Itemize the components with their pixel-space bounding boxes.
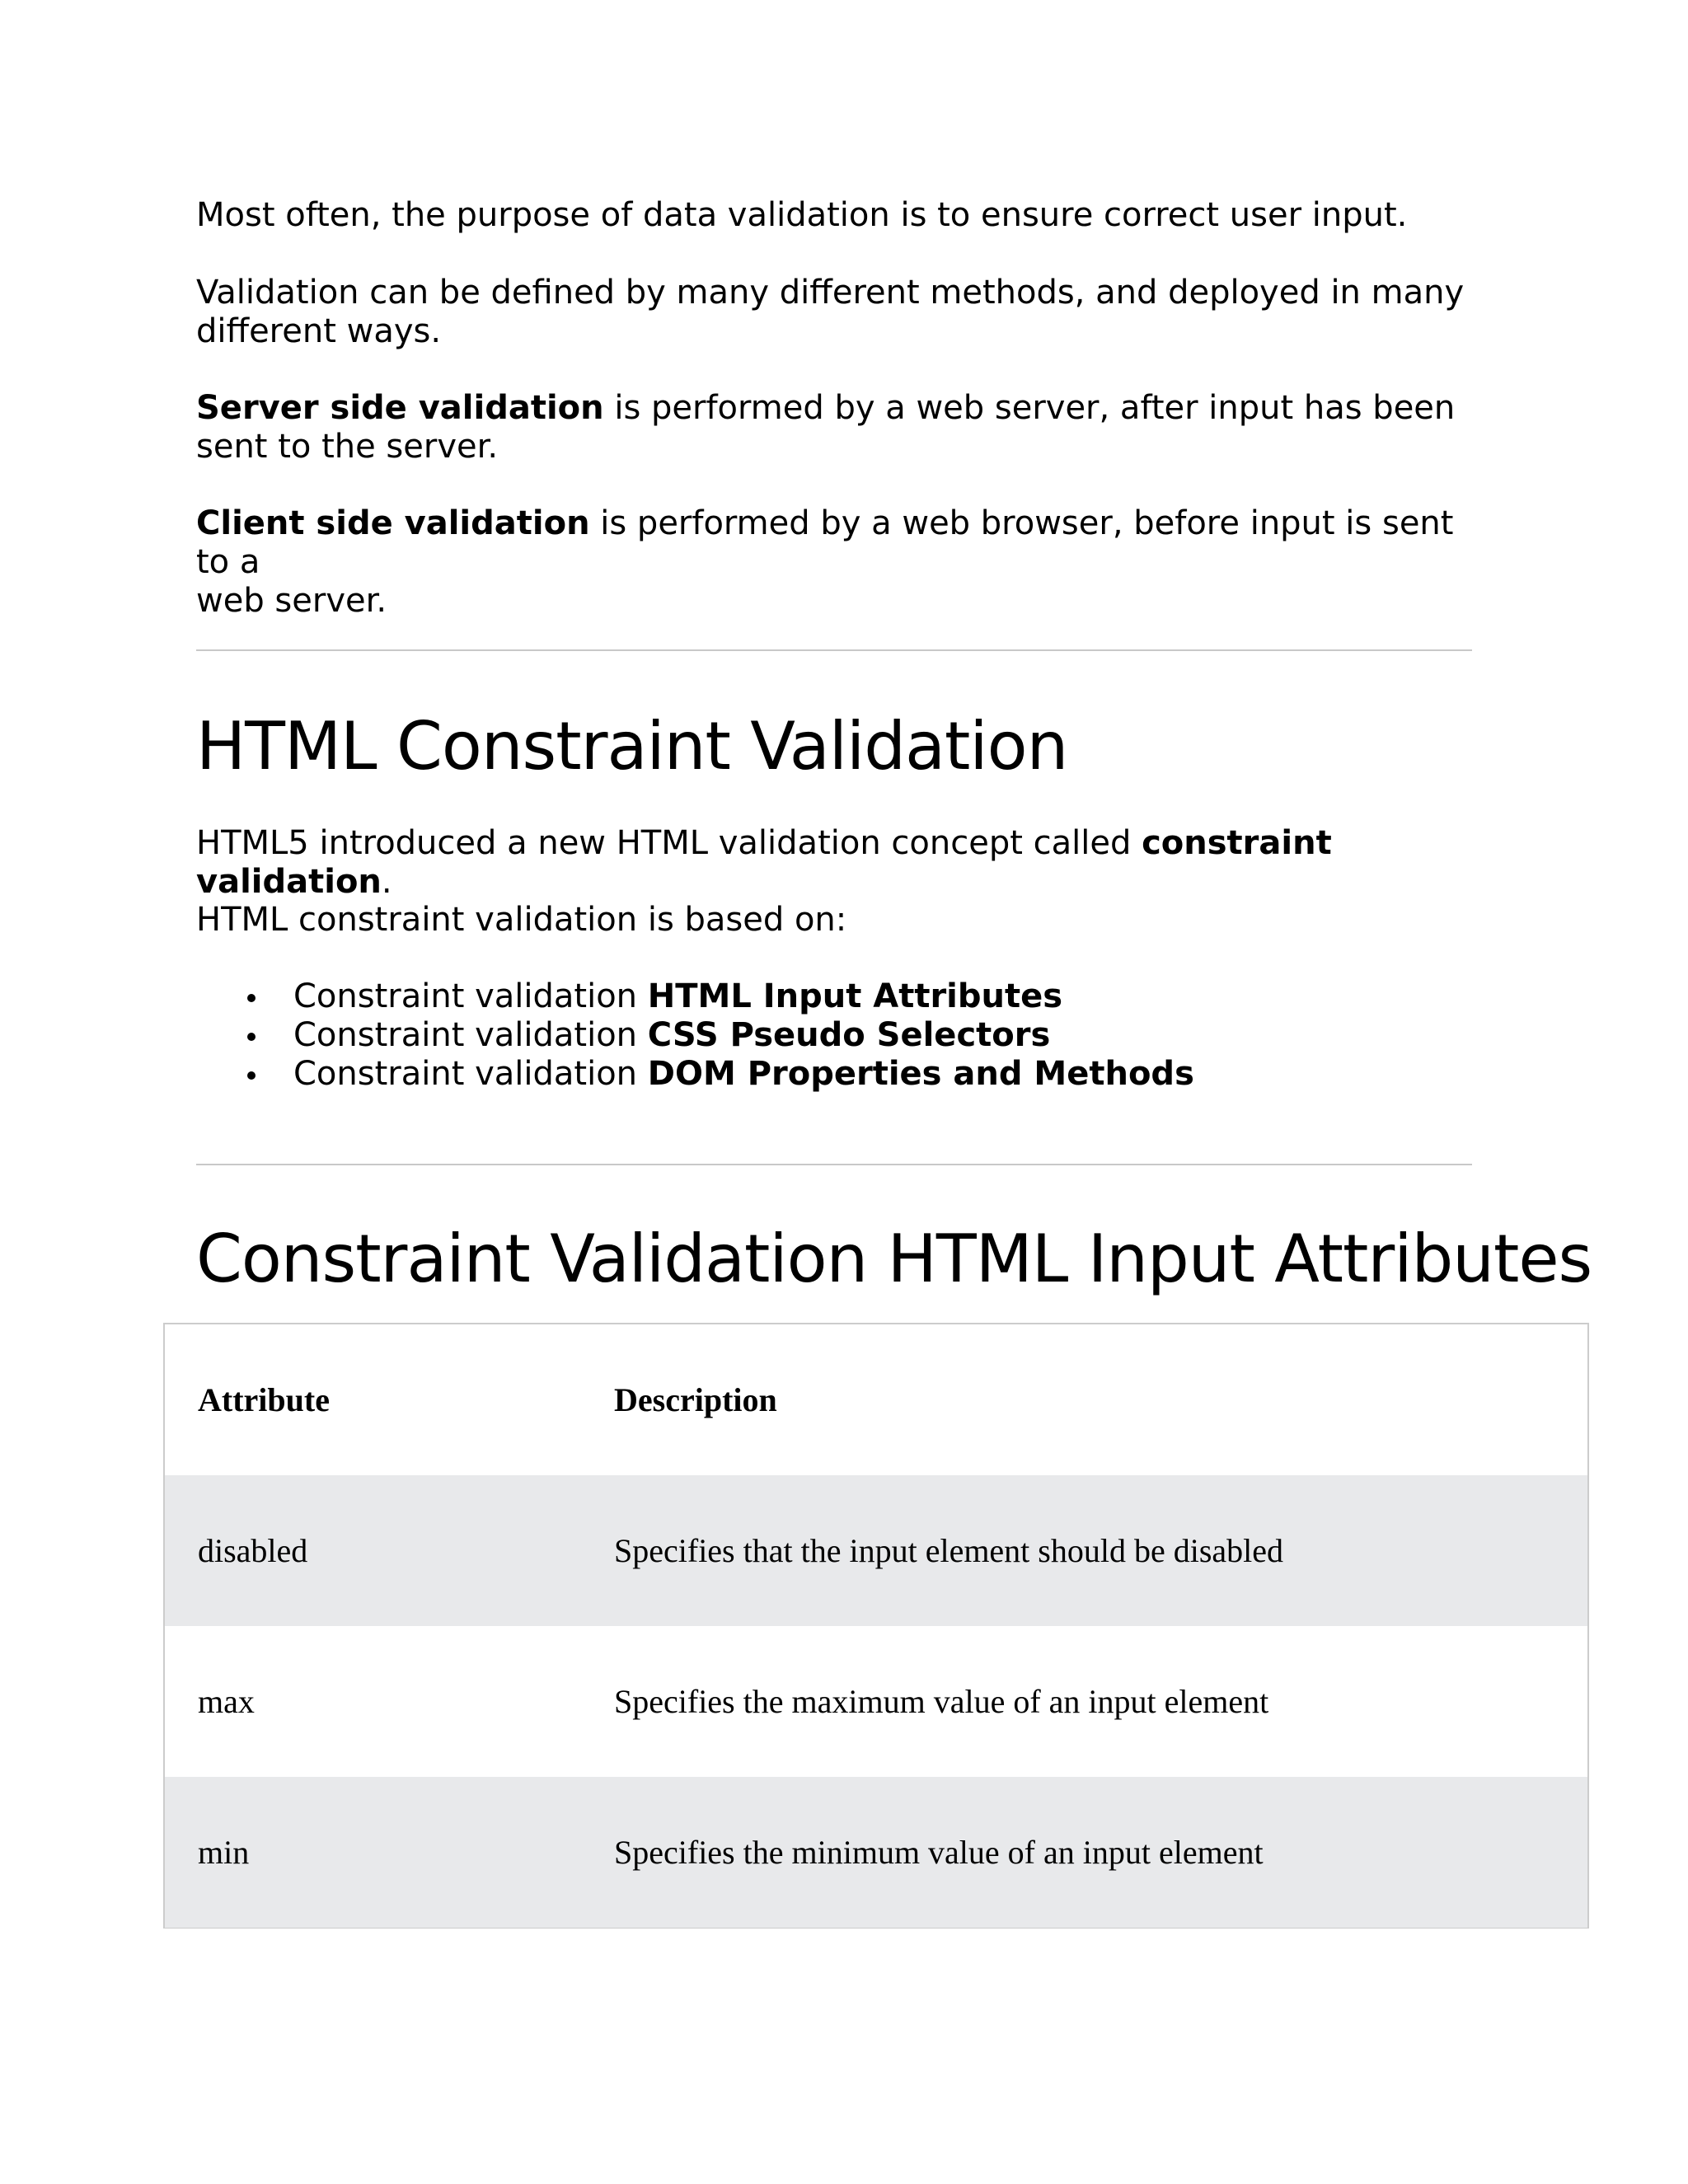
table-cell-attribute: max <box>198 1683 255 1720</box>
client-side-text-a: is performed by a web browser, before input is sent to a <box>196 504 1454 581</box>
server-side-text-b: sent to the server. <box>196 428 499 466</box>
table-cell-description: Specifies the minimum value of an input element <box>614 1834 1264 1871</box>
list-item <box>196 1055 1194 1094</box>
list-item-prefix: Constraint validation <box>293 1016 648 1054</box>
constraint-list <box>196 977 1194 1094</box>
section-heading-input-attributes: Constraint Validation HTML Input Attributes <box>196 1221 1592 1297</box>
table-cell-description: Specifies the maximum value of an input element <box>614 1683 1269 1720</box>
table-header-row <box>165 1324 1587 1475</box>
intro-text-1: Most often, the purpose of data validation is to ensure correct user input. <box>196 196 1408 234</box>
html5-intro-start: HTML5 introduced a new HTML validation concept called <box>196 824 1142 862</box>
list-item-link-dom-properties[interactable]: DOM Properties and Methods <box>647 1055 1194 1093</box>
client-side-term: Client side validation <box>196 504 590 542</box>
table-cell-description: Specifies that the input element should be disabled <box>614 1532 1284 1569</box>
based-on-paragraph <box>196 901 1482 940</box>
server-side-text-a: is performed by a web server, after input has been <box>603 389 1456 427</box>
list-item <box>196 977 1194 1016</box>
list-item-prefix: Constraint validation <box>293 977 648 1015</box>
intro-paragraph-2 <box>196 274 1482 351</box>
list-item-link-css-pseudo-selectors[interactable]: CSS Pseudo Selectors <box>647 1016 1051 1054</box>
list-item-link-html-input-attributes[interactable]: HTML Input Attributes <box>647 977 1063 1015</box>
server-side-paragraph <box>196 389 1482 466</box>
table-header-attribute: Attribute <box>198 1381 330 1418</box>
list-item <box>196 1016 1194 1055</box>
section-divider-1 <box>196 649 1472 651</box>
client-side-paragraph <box>196 504 1482 621</box>
server-side-term: Server side validation <box>196 389 604 427</box>
intro-text-2b: different ways. <box>196 312 442 350</box>
intro-paragraph-1 <box>196 196 1482 235</box>
table-row <box>165 1626 1587 1777</box>
section-divider-2 <box>196 1164 1472 1165</box>
section-heading-constraint-validation: HTML Constraint Validation <box>196 708 1068 785</box>
attributes-table <box>163 1323 1589 1929</box>
table-row <box>165 1777 1587 1928</box>
constraint-validation-term: constraint validation <box>196 824 1332 901</box>
table-cell-attribute: min <box>198 1834 250 1871</box>
table-row <box>165 1475 1587 1626</box>
intro-text-2a: Validation can be defined by many different methods, and deployed in many <box>196 274 1465 312</box>
table-cell-attribute: disabled <box>198 1532 308 1569</box>
based-on-text: HTML constraint validation is based on: <box>196 901 847 939</box>
list-item-prefix: Constraint validation <box>293 1055 648 1093</box>
client-side-text-b: web server. <box>196 582 387 620</box>
table-header-description: Description <box>614 1381 777 1418</box>
html5-intro-paragraph <box>196 824 1482 902</box>
html5-intro-end: . <box>381 863 392 901</box>
